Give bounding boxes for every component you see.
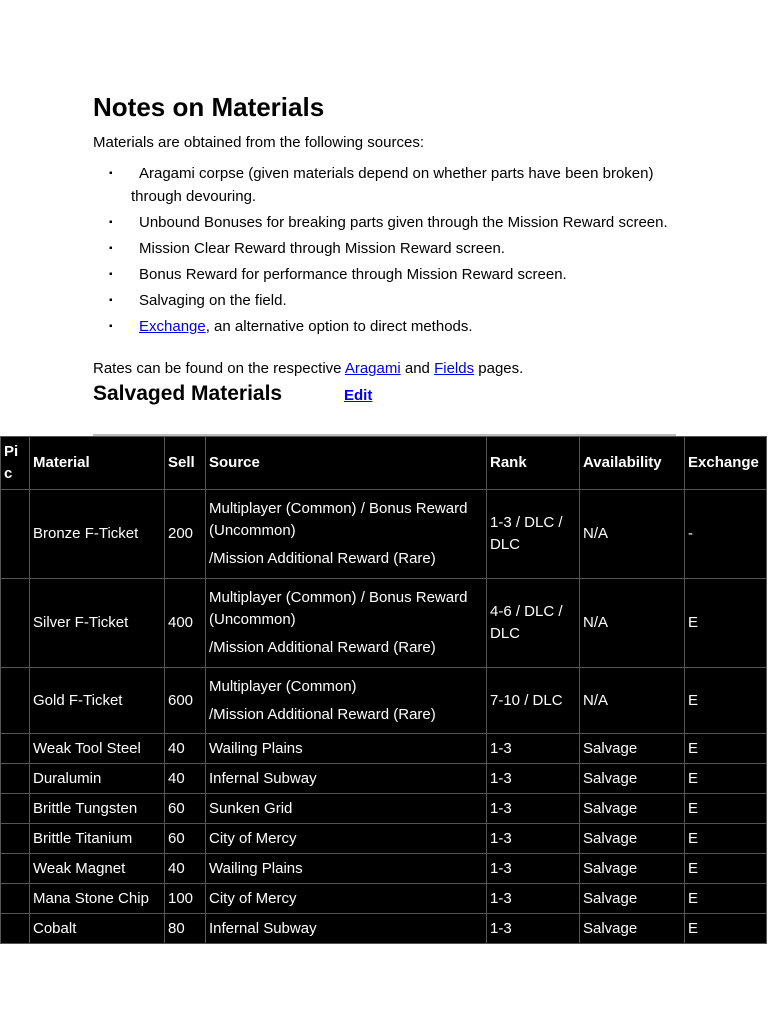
table-row	[1, 854, 767, 884]
cell-rank: 1-3 / DLC / DLC	[487, 490, 580, 579]
column-header-rank: Rank	[487, 437, 580, 490]
table-row	[1, 884, 767, 914]
cell-availability: N/A	[580, 579, 685, 668]
materials-table	[0, 436, 767, 944]
cell-source	[206, 668, 487, 734]
list-item-text: Aragami corpse (given materials depend on whether parts have been broken) through devouring.	[131, 165, 654, 205]
cell-material: Brittle Tungsten	[30, 794, 165, 824]
cell-source: City of Mercy	[206, 884, 487, 914]
list-item	[93, 237, 678, 260]
bullet-icon: ▪	[109, 168, 113, 179]
cell-exchange: E	[685, 824, 767, 854]
cell-material: Gold F-Ticket	[30, 668, 165, 734]
source-line: Multiplayer (Common) / Bonus Reward (Uncommon)	[209, 500, 468, 539]
exchange-link[interactable]: Exchange	[139, 318, 206, 335]
cell-source: City of Mercy	[206, 824, 487, 854]
list-item-text: Salvaging on the field.	[139, 292, 287, 309]
cell-availability: Salvage	[580, 764, 685, 794]
source-line: Multiplayer (Common)	[209, 677, 357, 695]
cell-sell: 80	[165, 914, 206, 944]
bullet-icon: ▪	[109, 295, 113, 306]
cell-pic	[1, 668, 30, 734]
cell-availability: Salvage	[580, 854, 685, 884]
column-header-availability: Availability	[580, 437, 685, 490]
table-row	[1, 734, 767, 764]
cell-availability: N/A	[580, 668, 685, 734]
cell-pic	[1, 794, 30, 824]
cell-availability: Salvage	[580, 884, 685, 914]
table-row	[1, 579, 767, 668]
list-item-text: Unbound Bonuses for breaking parts given through the Mission Reward screen.	[139, 214, 668, 231]
cell-sell: 600	[165, 668, 206, 734]
cell-exchange: E	[685, 579, 767, 668]
column-header-pic: Pic	[1, 437, 30, 490]
cell-pic	[1, 884, 30, 914]
source-line: Multiplayer (Common) / Bonus Reward (Uncommon)	[209, 589, 468, 628]
cell-pic	[1, 734, 30, 764]
cell-rank: 1-3	[487, 914, 580, 944]
cell-rank: 4-6 / DLC / DLC	[487, 579, 580, 668]
list-item-text: Mission Clear Reward through Mission Reward screen.	[139, 240, 505, 257]
cell-availability: Salvage	[580, 794, 685, 824]
fields-link[interactable]: Fields	[434, 360, 475, 377]
cell-material: Weak Tool Steel	[30, 734, 165, 764]
cell-rank: 1-3	[487, 884, 580, 914]
bullet-icon: ▪	[109, 269, 113, 280]
cell-material: Bronze F-Ticket	[30, 490, 165, 579]
cell-rank: 1-3	[487, 734, 580, 764]
source-line: /Mission Additional Reward (Rare)	[209, 639, 436, 656]
cell-material: Duralumin	[30, 764, 165, 794]
table-row	[1, 914, 767, 944]
cell-rank: 1-3	[487, 824, 580, 854]
cell-material: Brittle Titanium	[30, 824, 165, 854]
cell-source: Infernal Subway	[206, 914, 487, 944]
sources-list	[93, 162, 678, 341]
cell-pic	[1, 854, 30, 884]
cell-material: Mana Stone Chip	[30, 884, 165, 914]
page-title: Notes on Materials	[93, 92, 325, 122]
cell-pic	[1, 764, 30, 794]
cell-source	[206, 490, 487, 579]
cell-sell: 40	[165, 734, 206, 764]
cell-sell: 400	[165, 579, 206, 668]
table-row	[1, 764, 767, 794]
cell-source: Sunken Grid	[206, 794, 487, 824]
cell-exchange: E	[685, 764, 767, 794]
cell-availability: Salvage	[580, 824, 685, 854]
cell-exchange: E	[685, 884, 767, 914]
cell-exchange: E	[685, 668, 767, 734]
table-row	[1, 490, 767, 579]
cell-material: Weak Magnet	[30, 854, 165, 884]
cell-sell: 40	[165, 854, 206, 884]
cell-sell: 60	[165, 824, 206, 854]
cell-source: Infernal Subway	[206, 764, 487, 794]
cell-availability: Salvage	[580, 914, 685, 944]
cell-source	[206, 579, 487, 668]
list-item	[93, 211, 678, 234]
list-item	[93, 289, 678, 312]
list-item	[93, 315, 678, 338]
rates-prefix: Rates can be found on the respective	[93, 360, 345, 377]
aragami-link[interactable]: Aragami	[344, 360, 401, 377]
cell-availability: Salvage	[580, 734, 685, 764]
section-title: Salvaged Materials	[93, 382, 283, 405]
cell-material: Silver F-Ticket	[30, 579, 165, 668]
source-line: /Mission Additional Reward (Rare)	[209, 550, 436, 567]
cell-sell: 40	[165, 764, 206, 794]
edit-link[interactable]: Edit	[344, 387, 373, 404]
column-header-material: Material	[30, 437, 165, 490]
cell-pic	[1, 914, 30, 944]
cell-exchange: E	[685, 854, 767, 884]
cell-exchange: E	[685, 734, 767, 764]
cell-exchange: E	[685, 794, 767, 824]
table-header-row	[1, 437, 767, 490]
rates-suffix: pages.	[474, 360, 524, 377]
rates-mid: and	[400, 360, 435, 377]
list-item	[93, 162, 678, 208]
cell-availability: N/A	[580, 490, 685, 579]
cell-exchange: -	[685, 490, 767, 579]
rates-text	[93, 359, 523, 379]
intro-text: Materials are obtained from the following sources:	[93, 134, 424, 151]
list-item-text: Bonus Reward for performance through Mission Reward screen.	[139, 266, 567, 283]
bullet-icon: ▪	[109, 321, 113, 332]
cell-material: Cobalt	[30, 914, 165, 944]
column-header-source: Source	[206, 437, 487, 490]
cell-pic	[1, 579, 30, 668]
cell-sell: 200	[165, 490, 206, 579]
bullet-icon: ▪	[109, 243, 113, 254]
cell-rank: 7-10 / DLC	[487, 668, 580, 734]
bullet-icon: ▪	[109, 217, 113, 228]
cell-pic	[1, 490, 30, 579]
cell-rank: 1-3	[487, 854, 580, 884]
table-row	[1, 794, 767, 824]
cell-source: Wailing Plains	[206, 734, 487, 764]
cell-sell: 60	[165, 794, 206, 824]
cell-source: Wailing Plains	[206, 854, 487, 884]
cell-exchange: E	[685, 914, 767, 944]
cell-sell: 100	[165, 884, 206, 914]
column-header-exchange: Exchange	[685, 437, 767, 490]
list-item-text: , an alternative option to direct methods.	[205, 318, 473, 335]
cell-rank: 1-3	[487, 794, 580, 824]
column-header-sell: Sell	[165, 437, 206, 490]
table-row	[1, 668, 767, 734]
list-item	[93, 263, 678, 286]
cell-pic	[1, 824, 30, 854]
source-line: /Mission Additional Reward (Rare)	[209, 705, 436, 723]
table-row	[1, 824, 767, 854]
cell-rank: 1-3	[487, 764, 580, 794]
